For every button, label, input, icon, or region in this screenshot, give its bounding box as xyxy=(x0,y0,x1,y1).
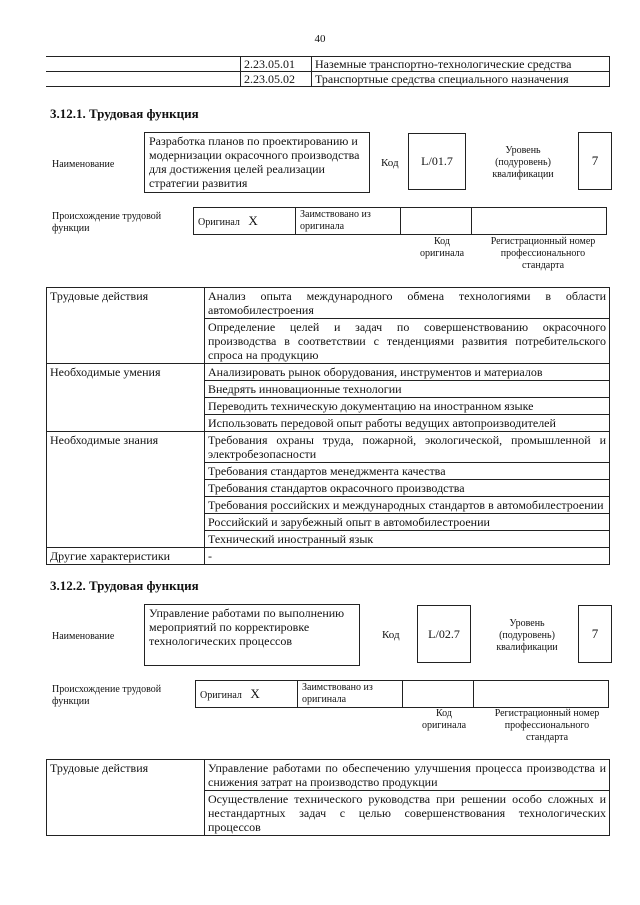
table-row xyxy=(46,72,610,87)
origin-table xyxy=(193,207,607,235)
origin-table xyxy=(195,680,609,708)
page-number: 40 xyxy=(314,33,326,45)
name-label: Наименование xyxy=(52,159,115,170)
table-cell: Требования стандартов менеджмента качества xyxy=(205,463,610,480)
table-row xyxy=(46,57,610,72)
original-mark: X xyxy=(248,213,258,228)
group-label: Трудовые действия xyxy=(47,760,205,836)
orig-code-cell xyxy=(403,681,474,708)
level-label: Уровень (подуровень) квалификации xyxy=(492,145,554,180)
function-details-table-2 xyxy=(46,759,610,836)
reg-number-caption: Регистрационный номер профессионального стандарта xyxy=(490,236,596,271)
specialty-name: Наземные транспортно-технологические средства xyxy=(312,57,610,72)
table-cell: Управление работами по обеспечению улучшения процесса производства и снижения затрат на производство продукции xyxy=(205,760,610,791)
specialty-code: 2.23.05.02 xyxy=(241,72,312,87)
section-title: 3.12.1. Трудовая функция xyxy=(50,106,199,121)
table-cell: Требования стандартов окрасочного производства xyxy=(205,480,610,497)
function-name-box: Управление работами по выполнению мероприятий по корректировке технологических процессов xyxy=(144,604,360,666)
function-code-box: L/02.7 xyxy=(417,605,471,663)
specialties-table xyxy=(46,56,610,87)
reg-number-cell xyxy=(474,681,609,708)
group-label: Необходимые знания xyxy=(47,432,205,548)
table-cell: Использовать передовой опыт работы ведущих автопроизводителей xyxy=(205,415,610,432)
function-details-table-1 xyxy=(46,287,610,565)
function-code-box: L/01.7 xyxy=(408,133,466,190)
level-label: Уровень (подуровень) квалификации xyxy=(496,618,558,653)
table-row xyxy=(47,548,610,565)
table-cell: Внедрять инновационные технологии xyxy=(205,381,610,398)
group-label: Другие характеристики xyxy=(47,548,205,565)
function-name-box: Разработка планов по проектированию и модернизации окрасочного производства для достижения целей реализации стратегии развития xyxy=(144,132,370,193)
reg-number-caption: Регистрационный номер профессионального стандарта xyxy=(494,708,600,743)
borrowed-cell: Заимствовано из оригинала xyxy=(296,208,401,235)
origin-label: Происхождение трудовой функции xyxy=(52,684,162,707)
table-cell: - xyxy=(205,548,610,565)
original-mark: X xyxy=(250,686,260,701)
table-cell: Определение целей и задач по совершенствованию окрасочного производства в соответствии с тенденциями развития потребительского спроса на продукцию xyxy=(205,319,610,364)
table-row xyxy=(47,432,610,463)
group-label: Необходимые умения xyxy=(47,364,205,432)
section-title: 3.12.2. Трудовая функция xyxy=(50,578,199,593)
specialty-name: Транспортные средства специального назначения xyxy=(312,72,610,87)
original-cell: Оригинал X xyxy=(196,681,298,708)
table-row xyxy=(47,364,610,381)
orig-code-caption: Код оригинала xyxy=(421,708,467,731)
borrowed-cell: Заимствовано из оригинала xyxy=(298,681,403,708)
orig-code-cell xyxy=(401,208,472,235)
table-cell: Российский и зарубежный опыт в автомобилестроении xyxy=(205,514,610,531)
origin-label: Происхождение трудовой функции xyxy=(52,211,162,234)
table-cell: Переводить техническую документацию на иностранном языке xyxy=(205,398,610,415)
code-label: Код xyxy=(382,629,400,641)
table-cell: Требования охраны труда, пожарной, экологической, промышленной и электробезопасности xyxy=(205,432,610,463)
level-box: 7 xyxy=(578,605,612,663)
table-cell: Анализировать рынок оборудования, инструментов и материалов xyxy=(205,364,610,381)
code-label: Код xyxy=(381,157,399,169)
reg-number-cell xyxy=(472,208,607,235)
table-row xyxy=(47,288,610,319)
table-cell: Анализ опыта международного обмена технологиями в области автомобилестроения xyxy=(205,288,610,319)
original-cell: Оригинал X xyxy=(194,208,296,235)
table-cell: Осуществление технического руководства при решении особо сложных и нестандартных задач с целью совершенствования технологических процессов xyxy=(205,791,610,836)
group-label: Трудовые действия xyxy=(47,288,205,364)
specialty-code: 2.23.05.01 xyxy=(241,57,312,72)
table-cell: Требования российских и международных стандартов в автомобилестроении xyxy=(205,497,610,514)
name-label: Наименование xyxy=(52,631,115,642)
level-box: 7 xyxy=(578,132,612,190)
table-cell: Технический иностранный язык xyxy=(205,531,610,548)
orig-code-caption: Код оригинала xyxy=(419,236,465,259)
table-row xyxy=(47,760,610,791)
